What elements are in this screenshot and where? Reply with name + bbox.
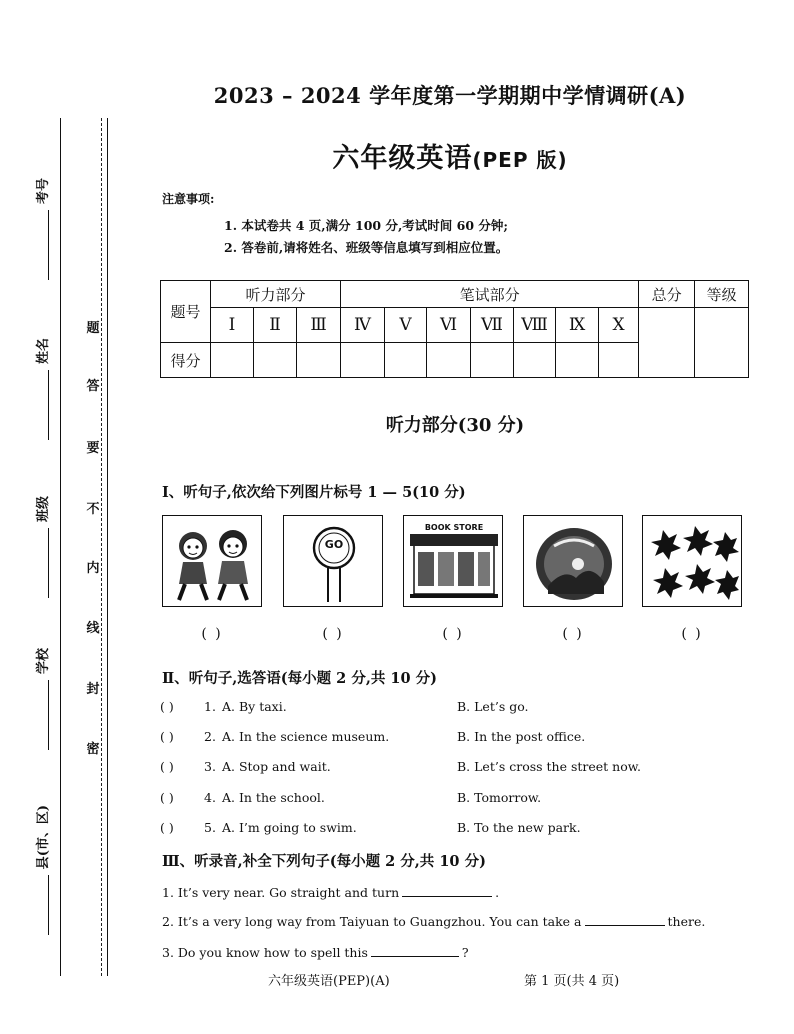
score-cell[interactable] [599, 343, 639, 378]
sentence-text: 2. It’s a very long way from Taiyuan to Guangzhou. You can take a [162, 914, 582, 929]
picture-leaves [642, 515, 742, 607]
sentence-text: 3. Do you know how to spell this [162, 945, 368, 960]
score-cell[interactable] [556, 343, 599, 378]
sentence-end: ? [461, 945, 469, 960]
listening-section-title: 听力部分(30 分) [385, 415, 525, 436]
option-b: B. In the post office. [457, 729, 586, 744]
note-item: 1. 本试卷共 4 页,满分 100 分,考试时间 60 分钟; [224, 218, 509, 233]
answer-blank-3[interactable]: ( ) [442, 626, 464, 642]
part-number: Ⅳ [341, 308, 385, 343]
part-number: Ⅶ [471, 308, 514, 343]
picture-go-sign [283, 515, 383, 607]
col-header-tihao: 题号 [161, 281, 211, 343]
margin-rule-outer [60, 118, 61, 976]
exam-number-field[interactable] [26, 150, 56, 280]
go-sign-text: GO [324, 538, 344, 551]
part-number: Ⅴ [385, 308, 427, 343]
option-b: B. To the new park. [457, 820, 581, 835]
fill-sentence-1 [162, 884, 499, 900]
part-number: Ⅲ [297, 308, 341, 343]
score-cell[interactable] [211, 343, 254, 378]
group-header-writing: 笔试部分 [341, 281, 639, 308]
seal-char: 题 [86, 321, 100, 336]
fill-blank[interactable] [585, 913, 665, 926]
score-cell[interactable] [341, 343, 385, 378]
score-cell[interactable] [427, 343, 471, 378]
question-row [160, 699, 750, 719]
exam-title: 2023 – 2024 学年度第一学期期中学情调研(A) [213, 83, 687, 108]
question-number: 4. [204, 790, 216, 805]
question-number: 1. [204, 699, 216, 714]
part3-heading: Ⅲ、听录音,补全下列句子(每小题 2 分,共 10 分) [162, 853, 486, 870]
fill-sentence-3 [162, 944, 469, 960]
question-row [160, 729, 750, 749]
fill-blank[interactable] [371, 944, 459, 957]
score-cell[interactable] [385, 343, 427, 378]
part2-heading: Ⅱ、听句子,选答语(每小题 2 分,共 10 分) [162, 670, 437, 687]
part-number: Ⅵ [427, 308, 471, 343]
option-b: B. Let’s go. [457, 699, 529, 714]
row-header-score: 得分 [161, 343, 211, 378]
score-cell[interactable] [514, 343, 556, 378]
part-number: Ⅰ [211, 308, 254, 343]
class-field[interactable] [26, 468, 56, 598]
bookstore-sign-text: BOOK STORE [424, 523, 484, 532]
notes-heading: 注意事项: [162, 192, 215, 206]
part-number: Ⅹ [599, 308, 639, 343]
exam-subtitle [150, 136, 750, 175]
score-cell[interactable] [471, 343, 514, 378]
seal-char: 要 [86, 441, 100, 456]
option-a: A. By taxi. [222, 699, 287, 714]
question-number: 3. [204, 759, 216, 774]
answer-paren[interactable]: ( ) [160, 759, 174, 774]
seal-char: 线 [86, 621, 100, 636]
exam-number-label: 考号 [35, 177, 51, 204]
part-number: Ⅱ [254, 308, 297, 343]
fill-sentence-2 [162, 913, 705, 929]
margin-rule-inner [107, 118, 108, 976]
question-row [160, 759, 750, 779]
option-b: B. Tomorrow. [457, 790, 542, 805]
seal-char: 密 [86, 742, 100, 757]
county-label: 县(市、区) [35, 805, 51, 870]
option-a: A. I’m going to swim. [222, 820, 357, 835]
class-label: 班级 [35, 495, 51, 522]
answer-blank-5[interactable]: ( ) [681, 626, 703, 642]
seal-dashed-line [101, 118, 102, 976]
name-field[interactable] [26, 310, 56, 440]
name-line [34, 370, 49, 440]
subject-title: 六年级英语 [332, 143, 473, 174]
answer-paren[interactable]: ( ) [160, 790, 174, 805]
answer-blank-4[interactable]: ( ) [562, 626, 584, 642]
option-a: A. Stop and wait. [222, 759, 331, 774]
edition-label: (PEP 版) [472, 148, 568, 172]
school-line [34, 680, 49, 750]
sentence-end: there. [667, 914, 706, 929]
part1-heading: Ⅰ、听句子,依次给下列图片标号 1 — 5(10 分) [162, 484, 466, 501]
part-number: Ⅸ [556, 308, 599, 343]
picture-globe-scene [523, 515, 623, 607]
seal-char: 答 [86, 379, 100, 394]
answer-paren[interactable]: ( ) [160, 820, 174, 835]
question-number: 5. [204, 820, 216, 835]
score-cell[interactable] [297, 343, 341, 378]
fill-blank[interactable] [402, 884, 492, 897]
score-table [160, 280, 749, 378]
sentence-text: 1. It’s very near. Go straight and turn [162, 885, 400, 900]
score-cell[interactable] [254, 343, 297, 378]
question-row [160, 790, 750, 810]
question-number: 2. [204, 729, 216, 744]
group-header-listening: 听力部分 [211, 281, 341, 308]
page-number: 第 1 页(共 4 页) [524, 974, 620, 989]
name-label: 姓名 [35, 337, 51, 364]
col-header-grade: 等级 [695, 281, 749, 308]
seal-char: 内 [86, 561, 100, 576]
exam-number-line [34, 210, 49, 280]
footer-subject: 六年级英语(PEP)(A) [268, 974, 390, 989]
sentence-end: . [495, 885, 500, 900]
grade-cell[interactable] [695, 308, 749, 378]
picture-bookstore [403, 515, 503, 607]
county-line [34, 875, 49, 935]
county-field[interactable] [26, 805, 56, 935]
total-score-cell[interactable] [639, 308, 695, 378]
option-a: A. In the science museum. [222, 729, 390, 744]
school-field[interactable] [26, 620, 56, 750]
seal-char: 封 [86, 682, 100, 697]
col-header-total: 总分 [639, 281, 695, 308]
part-number: Ⅷ [514, 308, 556, 343]
class-line [34, 528, 49, 598]
question-row [160, 820, 750, 840]
seal-char: 不 [86, 502, 100, 517]
answer-blank-2[interactable]: ( ) [322, 626, 344, 642]
answer-paren[interactable]: ( ) [160, 729, 174, 744]
option-b: B. Let’s cross the street now. [457, 759, 641, 774]
answer-blank-1[interactable]: ( ) [201, 626, 223, 642]
note-item: 2. 答卷前,请将姓名、班级等信息填写到相应位置。 [224, 240, 509, 255]
option-a: A. In the school. [222, 790, 325, 805]
school-label: 学校 [35, 647, 51, 674]
picture-kids-walking [162, 515, 262, 607]
answer-paren[interactable]: ( ) [160, 699, 174, 714]
